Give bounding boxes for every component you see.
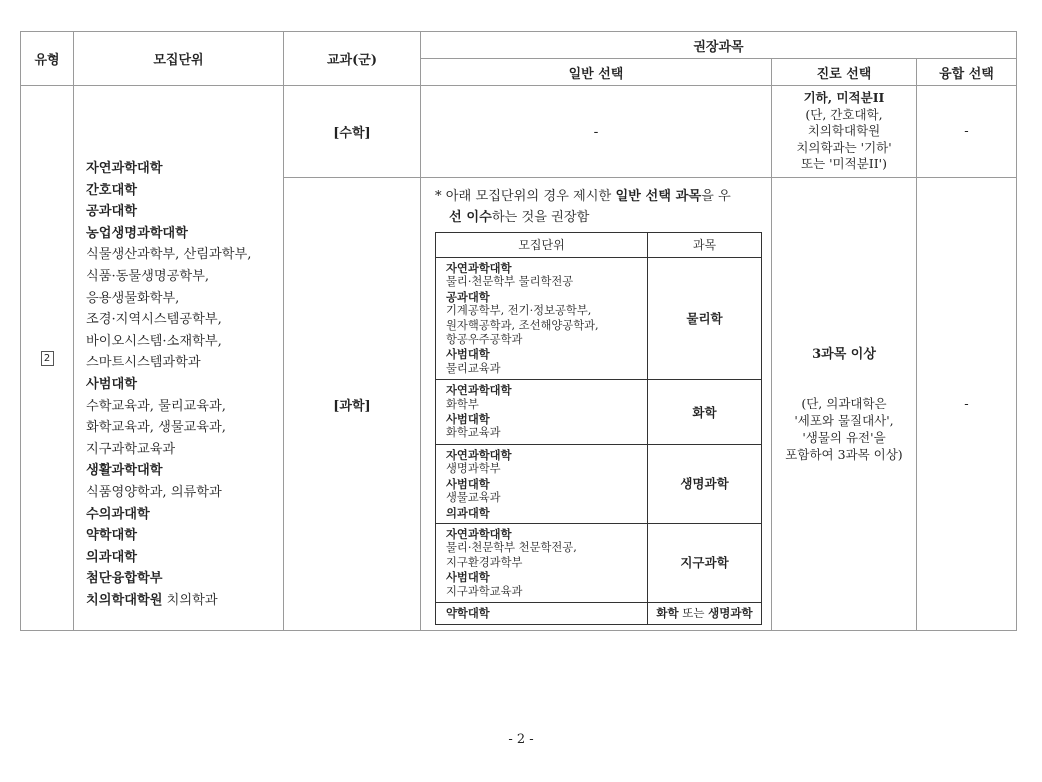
inner-table-row (436, 444, 762, 523)
note-mid: 을 우 (701, 189, 731, 204)
note-bold1: 일반 선택 과목 (615, 189, 702, 204)
inner-row-units (436, 523, 648, 602)
inner-unit-line: 화학부 (446, 397, 479, 411)
inner-unit-line: 사범대학 (446, 412, 490, 427)
inner-table-row (436, 258, 762, 380)
unit-last-normal: 치의학과 (162, 592, 218, 608)
unit-line: 화학교육과, 생물교육과, (86, 420, 226, 436)
math-career (772, 86, 917, 178)
math-career-note-line: 치의학과는 '기하' (796, 139, 892, 155)
inner-unit-line: 지구과학교육과 (446, 584, 523, 598)
note-prefix: * 아래 모집단위의 경우 제시한 (435, 189, 616, 204)
math-general: - (421, 86, 772, 178)
inner-unit-line: 원자핵공학과, 조선해양공학과, (446, 318, 599, 332)
unit-line-last (86, 590, 277, 612)
science-subject: [과학] (284, 178, 421, 631)
math-career-note-line: 또는 '미적분II') (801, 156, 887, 172)
unit-line: 조경·지역시스템공학부, (86, 312, 222, 328)
inner-row-units (436, 380, 648, 445)
unit-line: 바이오시스템·소재학부, (86, 333, 222, 349)
page-number: - 2 - (508, 732, 534, 747)
inner-header-subject: 과목 (648, 233, 762, 258)
inner-row-subject: 지구과학 (648, 523, 762, 602)
science-career-note (772, 395, 916, 463)
units-cell (74, 86, 284, 631)
math-career-note-line: 치의학대학원 (807, 123, 881, 139)
recommended-subjects-table (20, 31, 1017, 631)
header-recommended: 권장과목 (421, 32, 1017, 59)
math-career-title: 기하, 미적분II (803, 90, 885, 106)
inner-unit-line: 물리·천문학부 물리학전공 (446, 275, 574, 289)
inner-row-last-unit (436, 602, 648, 624)
inner-unit-line: 자연과학대학 (446, 383, 512, 398)
math-fusion: - (917, 86, 1017, 178)
header-subject-group: 교과(군) (284, 32, 421, 86)
inner-row-subject: 생명과학 (648, 444, 762, 523)
inner-header-unit: 모집단위 (436, 233, 648, 258)
science-career-note-line: (단, 의과대학은 (801, 395, 887, 411)
unit-line: 스마트시스템과학과 (86, 355, 201, 371)
unit-last-bold: 치의학대학원 (86, 592, 163, 608)
science-career-note-line: '생물의 유전'을 (802, 429, 886, 445)
unit-line: 응용생물화학부, (86, 290, 180, 306)
unit-line: 첨단융합학부 (86, 571, 163, 587)
unit-line: 간호대학 (86, 182, 137, 198)
inner-unit-line: 항공우주공학과 (446, 333, 523, 347)
inner-unit-line: 자연과학대학 (446, 526, 512, 541)
math-career-note-line: (단, 간호대학, (805, 106, 883, 122)
unit-line: 식품영양학과, 의류학과 (86, 484, 222, 500)
note-bold2: 선 이수 (449, 210, 492, 225)
inner-last-subject-a: 화학 (656, 606, 679, 621)
unit-line: 지구과학교육과 (86, 441, 176, 457)
header-unit: 모집단위 (74, 32, 284, 86)
inner-row-last-subject (648, 602, 762, 624)
inner-unit-line: 생명과학부 (446, 462, 501, 476)
inner-last-subject-or: 또는 (678, 606, 709, 621)
inner-row-subject: 화학 (648, 380, 762, 445)
science-career-title: 3과목 이상 (812, 346, 876, 362)
science-career (772, 178, 917, 631)
unit-line: 수의과대학 (86, 506, 150, 522)
inner-unit-line: 자연과학대학 (446, 447, 512, 462)
unit-line: 공과대학 (86, 204, 137, 220)
header-general: 일반 선택 (421, 59, 772, 86)
inner-table-row (436, 380, 762, 445)
header-fusion: 융합 선택 (917, 59, 1017, 86)
science-general (421, 178, 772, 631)
science-note (435, 186, 759, 228)
inner-unit-line: 사범대학 (446, 476, 490, 491)
inner-unit-line: 기계공학부, 전기·정보공학부, (446, 304, 592, 318)
type-cell (21, 86, 74, 631)
inner-unit-line: 공과대학 (446, 289, 490, 304)
inner-last-subject-b: 생명과학 (708, 606, 753, 621)
inner-unit-line: 자연과학대학 (446, 261, 512, 275)
inner-table-row (436, 523, 762, 602)
header-career: 진로 선택 (772, 59, 917, 86)
units-list (86, 158, 277, 590)
inner-unit-line: 의과대학 (446, 505, 490, 520)
type-number: 2 (41, 351, 54, 366)
inner-unit-line: 사범대학 (446, 347, 490, 362)
science-career-note-line: '세포와 물질대사', (794, 412, 894, 428)
inner-unit-line: 물리교육과 (446, 361, 501, 375)
unit-line: 식품·동물생명공학부, (86, 268, 210, 284)
header-type: 유형 (21, 32, 74, 86)
inner-unit-line: 사범대학 (446, 570, 490, 585)
unit-line: 수학교육과, 물리교육과, (86, 398, 226, 414)
unit-line: 식물생산과학부, 산림과학부, (86, 247, 252, 263)
science-career-note-line: 포함하여 3과목 이상) (785, 446, 903, 462)
note-suffix: 하는 것을 권장함 (491, 210, 590, 225)
inner-unit-line: 지구환경과학부 (446, 555, 523, 569)
inner-row-subject: 물리학 (648, 258, 762, 380)
unit-line: 사범대학 (86, 376, 137, 392)
science-fusion: - (917, 178, 1017, 631)
unit-line: 생활과학대학 (86, 463, 163, 479)
inner-row-units (436, 444, 648, 523)
inner-unit-line: 물리·천문학부 천문학전공, (446, 541, 577, 555)
inner-last-unit-text: 약학대학 (446, 605, 490, 620)
math-subject: [수학] (284, 86, 421, 178)
unit-line: 농업생명과학대학 (86, 225, 188, 241)
inner-unit-line: 화학교육과 (446, 426, 501, 440)
unit-line: 의과대학 (86, 549, 137, 565)
unit-line: 자연과학대학 (86, 161, 163, 176)
unit-line: 약학대학 (86, 528, 137, 544)
science-inner-table (435, 232, 762, 625)
math-career-note (776, 107, 912, 173)
inner-row-units (436, 258, 648, 380)
inner-unit-line: 생물교육과 (446, 491, 501, 505)
